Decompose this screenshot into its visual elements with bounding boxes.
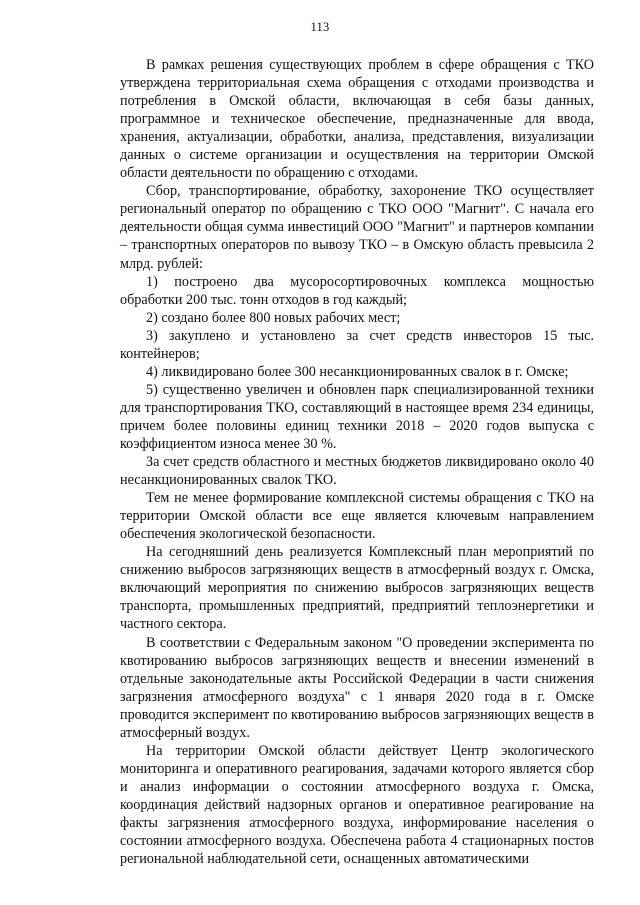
paragraph-federal-law-experiment: В соответствии с Федеральным законом "О проведении эксперимента по квотированию выбросов загрязняющих веществ и внесении изменений в отдельные законодательные акты Российской Федерации в части снижения загрязнения атмосферного воздуха" с 1 января 2020 года в г. Омске проводится эксперимент по квотированию выбросов загрязняющих веществ в атмосферный воздух. — [120, 634, 594, 741]
paragraph-monitoring-center: На территории Омской области действует Центр экологического мониторинга и оперативного реагирования, задачами которого является сбор и анализ информации о состоянии атмосферного воздуха г. Омска, координация действий надзорных органов и оперативное реагирование на факты загрязнения атмосферного воздуха, информирование населения о состоянии атмосферного воздуха. Обеспечена работа 4 стационарных постов региональной наблюдательной сети, оснащенных автоматическими — [120, 742, 594, 868]
paragraph-regional-operator: Сбор, транспортирование, обработку, захоронение ТКО осуществляет региональный оператор по обращению с ТКО ООО "Магнит". С начала его деятельности общая сумма инвестиций ООО "Магнит" и партнеров компании – транспортных операторов по вывозу ТКО – в Омскую область превысила 2 млрд. рублей: — [120, 183, 594, 272]
list-item-sorting-complexes: 1) построено два мусоросортировочных комплекса мощностью обработки 200 тыс. тонн отходов в год каждый; — [120, 273, 594, 308]
paragraph-emissions-plan: На сегодняшний день реализуется Комплексный план мероприятий по снижению выбросов загрязняющих веществ в атмосферный воздух г. Омска, включающий мероприятия по снижению выбросов загрязняющих веществ транспорта, промышленных предприятий, предприятий теплоэнергетики и частного сектора. — [120, 544, 594, 633]
paragraph-ecological-safety: Тем не менее формирование комплексной системы обращения с ТКО на территории Омской области все еще является ключевым направлением обеспечения экологической безопасности. — [120, 490, 594, 543]
list-item-dumps-liquidated: 4) ликвидировано более 300 несанкционированных свалок в г. Омске; — [146, 363, 569, 380]
page-number: 113 — [310, 20, 330, 34]
paragraph-budget-dumps: За счет средств областного и местных бюджетов ликвидировано около 40 несанкционированных свалок ТКО. — [120, 454, 594, 489]
list-item-containers: 3) закуплено и установлено за счет средств инвесторов 15 тыс. контейнеров; — [120, 327, 594, 362]
list-item-vehicle-fleet: 5) существенно увеличен и обновлен парк специализированной техники для транспортирования ТКО, составляющий в настоящее время 234 единицы, причем более половины единиц техники 2018 – 2020 годов выпуска с коэффициентом износа менее 30 %. — [120, 381, 594, 452]
document-body — [120, 56, 594, 868]
list-item-jobs: 2) создано более 800 новых рабочих мест; — [146, 309, 401, 326]
paragraph-territorial-scheme: В рамках решения существующих проблем в сфере обращения с ТКО утверждена территориальная схема обращения с отходами производства и потребления в Омской области, включающая в себя базы данных, программное и техническое обеспечение, предназначенные для ввода, хранения, актуализации, обработки, анализа, представления, визуализации данных о системе организации и осуществления на территории Омской области деятельности по обращению с отходами. — [120, 57, 594, 182]
